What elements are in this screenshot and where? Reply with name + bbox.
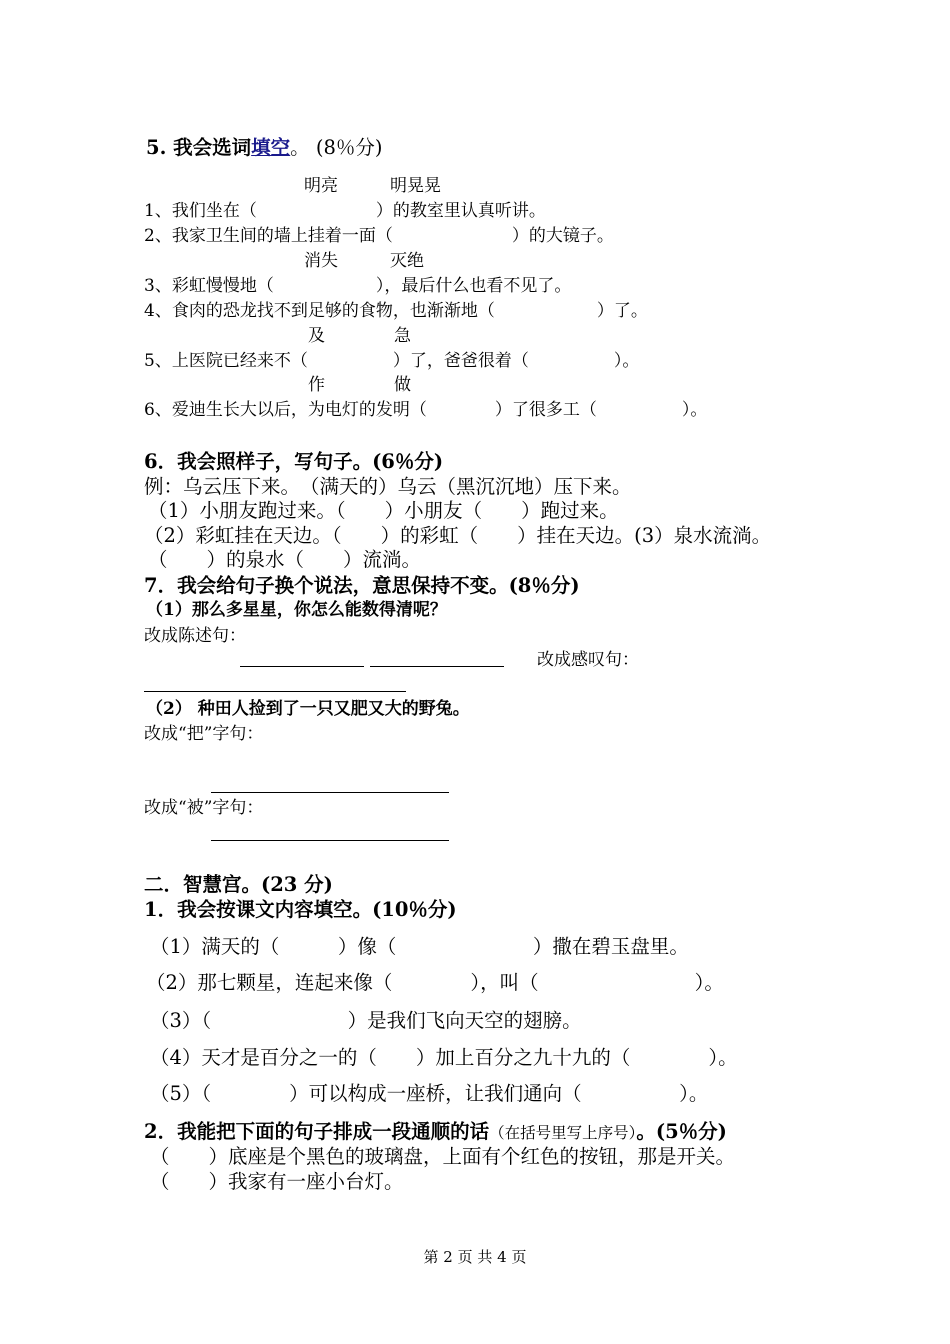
- answer-line[interactable]: [211, 840, 449, 841]
- section-2-title: 二．智慧宫。(23 分): [144, 873, 333, 896]
- q7-exclamatory-label: 改成感叹句：: [537, 650, 639, 670]
- sec2-fill-3: （3）（ ）是我们飞向天空的翅膀。: [150, 1009, 582, 1032]
- fill-blank-link[interactable]: 填空: [251, 136, 291, 159]
- q5-title: 5. 我会选词填空。 (8％分): [146, 136, 383, 159]
- word-choice-3b: 急: [394, 326, 411, 346]
- q7-ba-label: 改成“把”字句：: [144, 724, 264, 744]
- answer-line[interactable]: [240, 666, 364, 667]
- q6-line-3: （ ）的泉水（ ）流淌。: [148, 548, 422, 571]
- word-choice-4b: 做: [394, 375, 411, 395]
- q6-line-2: （2）彩虹挂在天边。（ ）的彩虹（ ）挂在天边。(3）泉水流淌。: [144, 524, 772, 547]
- q7-prompt-2: （2） 种田人捡到了一只又肥又大的野兔。: [146, 699, 470, 719]
- q6-example: 例：乌云压下来。 （满天的）乌云（黑沉沉地）压下来。: [144, 475, 632, 498]
- word-choice-1a: 明亮: [304, 176, 338, 196]
- sec2-fill-4: （4）天才是百分之一的（ ）加上百分之九十九的（ ）。: [150, 1046, 738, 1069]
- sec2-q2-title: 2．我能把下面的句子排成一段通顺的话（在括号里写上序号）。(5％分): [144, 1120, 727, 1143]
- answer-line[interactable]: [370, 666, 504, 667]
- page-footer: 第 2 页 共 4 页: [423, 1248, 527, 1266]
- sec2-order-2: （ ）我家有一座小台灯。: [150, 1170, 404, 1193]
- sec2-fill-5: （5）（ ）可以构成一座桥，让我们通向（ ）。: [150, 1082, 709, 1105]
- q6-line-1: （1）小朋友跑过来。（ ）小朋友（ ）跑过来。: [148, 499, 619, 522]
- q5-sentence-4: 4、食肉的恐龙找不到足够的食物，也渐渐地（ ）了。: [144, 301, 648, 321]
- word-choice-2b: 灭绝: [390, 251, 424, 271]
- sec2-fill-2: （2）那七颗星，连起来像（ ），叫（ ）。: [146, 971, 724, 994]
- word-choice-4a: 作: [308, 375, 325, 395]
- q7-bei-label: 改成“被”字句：: [144, 798, 264, 818]
- q5-sentence-6: 6、爱迪生长大以后，为电灯的发明（ ）了很多工（ ）。: [144, 400, 708, 420]
- q6-title: 6．我会照样子，写句子。(6％分): [144, 450, 444, 473]
- q7-prompt-1: （1）那么多星星，你怎么能数得清呢？: [146, 600, 447, 620]
- q5-sentence-1: 1、我们坐在（ ）的教室里认真听讲。: [144, 201, 546, 221]
- sec2-order-1: （ ）底座是个黑色的玻璃盘，上面有个红色的按钮，那是开关。: [150, 1145, 736, 1168]
- sec2-fill-1: （1）满天的（ ）像（ ）撒在碧玉盘里。: [150, 935, 689, 958]
- q7-title: 7．我会给句子换个说法，意思保持不变。(8％分): [144, 574, 580, 597]
- sec2-q1-title: 1．我会按课文内容填空。(10％分): [144, 898, 457, 921]
- q5-sentence-2: 2、我家卫生间的墙上挂着一面（ ）的大镜子。: [144, 226, 614, 246]
- word-choice-2a: 消失: [304, 251, 338, 271]
- q7-declarative-label: 改成陈述句：: [144, 626, 246, 646]
- word-choice-3a: 及: [308, 326, 325, 346]
- answer-line[interactable]: [144, 691, 406, 692]
- word-choice-1b: 明晃晃: [390, 176, 441, 196]
- q5-sentence-3: 3、彩虹慢慢地（ ），最后什么也看不见了。: [144, 276, 572, 296]
- q5-sentence-5: 5、上医院已经来不（ ）了，爸爸很着（ ）。: [144, 351, 640, 371]
- answer-line[interactable]: [211, 792, 449, 793]
